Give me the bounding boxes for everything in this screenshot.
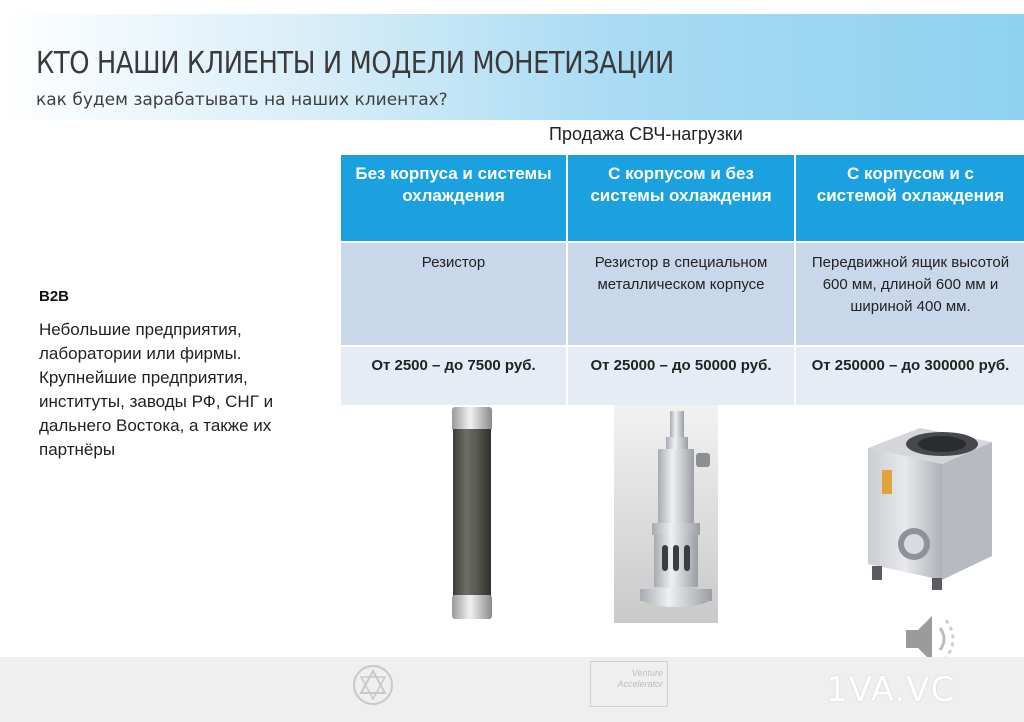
slide-title: КТО НАШИ КЛИЕНТЫ И МОДЕЛИ МОНЕТИЗАЦИИ xyxy=(36,46,674,81)
resistor-image xyxy=(444,405,500,623)
price-cell: От 2500 – до 7500 руб. xyxy=(340,346,567,406)
price-cell: От 250000 – до 300000 руб. xyxy=(795,346,1024,406)
accelerator-line1: Venture xyxy=(631,668,663,678)
slide-subtitle: как будем зарабатывать на наших клиентах? xyxy=(36,90,448,110)
housing-resistor-image xyxy=(614,405,718,623)
desc-cell: Резистор в специальном металлическом корпусе xyxy=(567,242,795,346)
desc-cell: Передвижной ящик высотой 600 мм, длиной 600 мм и шириной 400 мм. xyxy=(795,242,1024,346)
footer-brand: 1VA.VC xyxy=(826,670,956,710)
table-row xyxy=(340,346,1024,406)
table-header-row xyxy=(340,154,1024,242)
price-cell: От 25000 – до 50000 руб. xyxy=(567,346,795,406)
segment-line-small-business: Небольшие предприятия, лаборатории или фирмы. xyxy=(39,320,242,363)
pricing-table xyxy=(339,153,1024,407)
segment-description xyxy=(39,318,329,462)
segment-title: B2B xyxy=(39,288,70,305)
header-no-housing: Без корпуса и системы охлаждения xyxy=(340,154,567,242)
segment-line-large-business: Крупнейшие предприятия, институты, заводы РФ, СНГ и дальнего Востока, а также их партнёры xyxy=(39,368,274,459)
emblem-icon xyxy=(350,663,396,707)
table-row xyxy=(340,242,1024,346)
accelerator-line2: Accelerator xyxy=(617,679,663,689)
header-housing-cooling: С корпусом и с системой охлаждения xyxy=(795,154,1024,242)
desc-cell: Резистор xyxy=(340,242,567,346)
accelerator-logo xyxy=(590,661,668,707)
table-caption: Продажа СВЧ-нагрузки xyxy=(549,124,743,144)
cooling-cabinet-image xyxy=(862,420,996,592)
header-housing-no-cooling: С корпусом и без системы охлаждения xyxy=(567,154,795,242)
